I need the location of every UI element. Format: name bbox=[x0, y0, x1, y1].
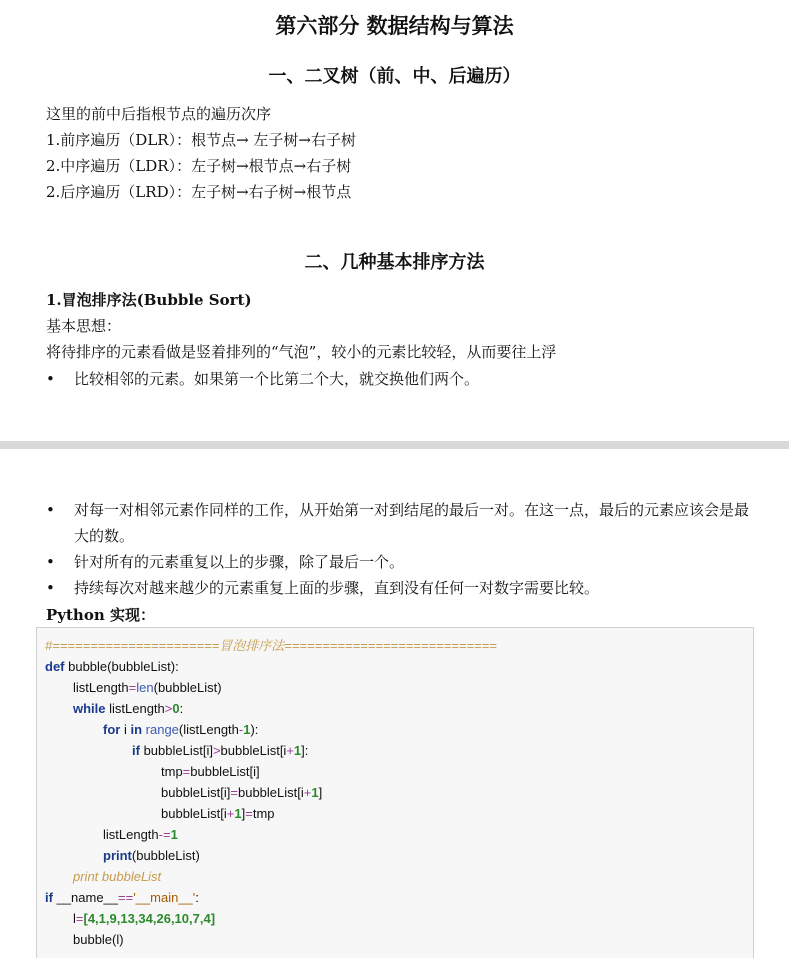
python-label: Python 实现： bbox=[46, 606, 155, 624]
code-line: bubble(l) bbox=[73, 932, 124, 947]
list-item-text: 持续每次对越来越少的元素重复上面的步骤，直到没有任何一对数字需要比较。 bbox=[74, 579, 600, 597]
section-heading-binary-tree: 一、二叉树（前、中、后遍历） bbox=[268, 66, 521, 87]
list-item-text: 针对所有的元素重复以上的步骤，除了最后一个。 bbox=[74, 553, 405, 571]
code-line: bubbleList[i+1]=tmp bbox=[161, 806, 275, 821]
code-line: listLength=len(bubbleList) bbox=[73, 680, 222, 695]
list-item-text: 对每一对相邻元素作同样的工作，从开始第一对到结尾的最后一对。在这一点，最后的元素应该会是最大的数。 bbox=[74, 501, 750, 545]
code-comment: #======================冒泡排序法============================ bbox=[45, 638, 497, 653]
bullet-icon: • bbox=[46, 553, 55, 571]
code-line: tmp=bubbleList[i] bbox=[161, 764, 260, 779]
code-line: if __name__=='__main__': bbox=[45, 890, 199, 905]
paragraph-line: 这里的前中后指根节点的遍历次序 bbox=[46, 105, 272, 123]
list-item-text: 比较相邻的元素。如果第一个比第二个大，就交换他们两个。 bbox=[74, 370, 480, 388]
idea-label: 基本思想： bbox=[46, 317, 122, 335]
subheading-bubble-sort: 1.冒泡排序法(Bubble Sort) bbox=[46, 291, 252, 309]
code-line: for i in range(listLength-1): bbox=[103, 722, 259, 737]
paragraph-line: 2.中序遍历（LDR）：左子树→根节点→右子树 bbox=[46, 157, 352, 175]
code-line: print(bubbleList) bbox=[103, 848, 200, 863]
bullet-icon: • bbox=[46, 370, 55, 388]
bullet-icon: • bbox=[46, 501, 55, 519]
code-line: while listLength>0: bbox=[73, 701, 184, 716]
paragraph-line: 2.后序遍历（LRD）：左子树→右子树→根节点 bbox=[46, 183, 352, 201]
section-heading-sorting: 二、几种基本排序方法 bbox=[304, 252, 485, 273]
document-page-2 bbox=[0, 449, 789, 947]
code-line: bubbleList[i]=bubbleList[i+1] bbox=[161, 785, 323, 800]
bullet-icon: • bbox=[46, 579, 55, 597]
code-line: listLength-=1 bbox=[103, 827, 178, 842]
paragraph-line: 1.前序遍历（DLR）：根节点→ 左子树→右子树 bbox=[46, 131, 356, 149]
document-page-1 bbox=[0, 0, 789, 441]
idea-text: 将待排序的元素看做是竖着排列的“气泡”，较小的元素比较轻，从而要往上浮 bbox=[46, 343, 557, 361]
code-line: l=[4,1,9,13,34,26,10,7,4] bbox=[73, 911, 216, 926]
code-block bbox=[36, 627, 754, 958]
code-comment: print bubbleList bbox=[73, 869, 162, 884]
page-separator bbox=[0, 441, 789, 449]
code-line: def bubble(bubbleList): bbox=[45, 659, 179, 674]
code-line: if bubbleList[i]>bubbleList[i+1]: bbox=[132, 743, 309, 758]
chapter-title: 第六部分 数据结构与算法 bbox=[275, 13, 514, 38]
